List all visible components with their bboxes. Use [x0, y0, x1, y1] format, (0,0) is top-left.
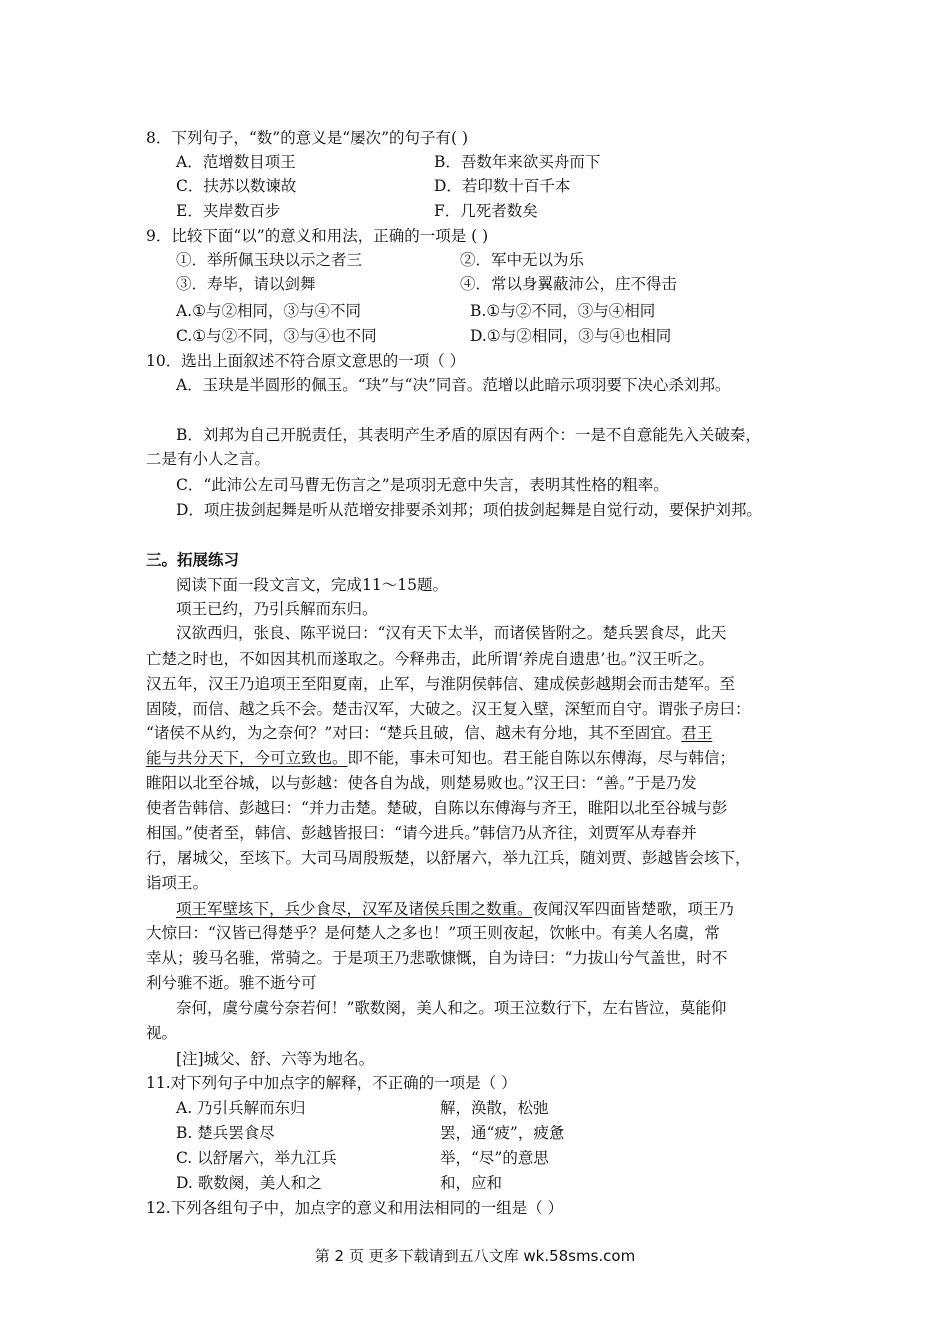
q11-item-d-explanation: 和，应和 — [440, 1174, 503, 1192]
q10-option-c: C．“此沛公左司马曹无伤言之”是项羽无意中失言，表明其性格的粗率。 — [176, 476, 669, 494]
q8-option-c: C．扶苏以数谏故 — [176, 177, 297, 195]
q8-option-f: F．几死者数矣 — [434, 202, 538, 220]
q10-option-b-line2: 二是有小人之言。 — [146, 450, 271, 468]
q8-option-b: B．吾数年来欲买舟而下 — [434, 153, 601, 171]
passage-p2-line6-text: 即不能，事未可知也。君王能自陈以东傅海，尽与韩信； — [347, 749, 736, 767]
passage-p3-line1 — [176, 898, 734, 920]
q11-item-b-sentence: B. 楚兵罢食尽 — [176, 1124, 275, 1142]
q11-item-a-explanation: 解，涣散，松弛 — [440, 1099, 549, 1117]
q12-stem: 12.下列各组句子中，加点字的意义和用法相同的一组是（ ） — [146, 1199, 564, 1217]
passage-p3-line3: 幸从；骏马名骓，常骑之。于是项王乃悲歌慷慨，自为诗曰：“力拔山兮气盖世，时不 — [146, 949, 728, 967]
passage-p2-line7: 睢阳以北至谷城，以与彭越：使各自为战，则楚易败也。”汉王曰：“善。”于是乃发 — [146, 774, 697, 792]
q11-item-c-explanation: 举，“尽”的意思 — [440, 1149, 549, 1167]
passage-p2-line9: 相国。”使者至，韩信、彭越皆报曰：“请今进兵。”韩信乃从齐往，刘贾军从寿春并 — [146, 824, 697, 842]
passage-p3-line1-text: 夜闻汉军四面皆楚歌，项王乃 — [532, 900, 735, 918]
passage-p2-line5 — [146, 722, 712, 744]
q11-stem: 11.对下列句子中加点字的解释，不正确的一项是（ ） — [146, 1074, 517, 1092]
q11-item-c-sentence: C. 以舒屠六，举九江兵 — [176, 1149, 337, 1167]
passage-p2-line2: 亡楚之时也，不如因其机而遂取之。今释弗击，此所谓‘养虎自遗患’也。”汉王听之。 — [146, 650, 715, 668]
q8-stem: 8．下列句子，“数”的意义是“屡次”的句子有( ) — [146, 129, 469, 147]
passage-p2-line1: 汉欲西归，张良、陈平说曰：“汉有天下太半，而诸侯皆附之。楚兵罢食尽，此天 — [176, 624, 727, 642]
q9-sentence-4: ④．常以身翼蔽沛公，庄不得击 — [460, 275, 678, 293]
passage-underlined-1a: 君王 — [681, 724, 713, 742]
q8-option-d: D．若印数十百千本 — [434, 177, 571, 195]
q9-stem: 9．比较下面“以”的意义和用法，正确的一项是 ( ) — [146, 227, 489, 245]
q11-item-b-explanation: 罢，通“疲”，疲惫 — [440, 1124, 565, 1142]
page-footer: 第 2 页 更多下载请到五八文库 wk.58sms.com — [314, 1247, 636, 1265]
q9-option-a: A.①与②相同，③与④不同 — [176, 302, 362, 320]
q9-option-c: C.①与②不同，③与④也不同 — [176, 327, 377, 345]
q11-item-d-sentence: D. 歌数阕，美人和之 — [176, 1174, 322, 1192]
q9-option-d: D.①与②相同，③与④也相同 — [470, 327, 672, 345]
q10-option-d: D．项庄拔剑起舞是听从范增安排要杀刘邦；项伯拔剑起舞是自觉行动，要保护刘邦。 — [176, 501, 762, 519]
passage-p2-line10: 行，屠城父，至垓下。大司马周殷叛楚，以舒屠六，举九江兵，随刘贾、彭越皆会垓下， — [146, 849, 751, 867]
q9-sentence-2: ②．军中无以为乐 — [460, 251, 585, 269]
passage-p1: 项王已约，乃引兵解而东归。 — [176, 600, 378, 618]
passage-note: [注]城父、舒、六等为地名。 — [176, 1050, 375, 1068]
q10-stem: 10．选出上面叙述不符合原文意思的一项（ ） — [146, 352, 466, 370]
passage-underlined-2: 项王军壁垓下，兵少食尽，汉军及诸侯兵围之数重。 — [176, 900, 533, 918]
passage-p2-line5-text: “诸侯不从约，为之奈何？”对曰：“楚兵且破，信、越未有分地，其不至固宜。 — [146, 724, 682, 742]
passage-p2-line11: 诣项王。 — [146, 874, 209, 892]
passage-p2-line4: 固陵，而信、越之兵不会。楚击汉军，大破之。汉王复入壁，深堑而自守。谓张子房曰： — [146, 700, 751, 718]
passage-p3-line6: 视。 — [146, 1024, 178, 1042]
passage-p2-line8: 使者告韩信、彭越曰：“并力击楚。楚破，自陈以东傅海与齐王，睢阳以北至谷城与彭 — [146, 799, 728, 817]
section3-title: 三。拓展练习 — [146, 550, 240, 569]
passage-underlined-1b: 能与共分天下，今可立致也。 — [146, 749, 348, 767]
q9-option-b: B.①与②不同，③与④相同 — [470, 302, 656, 320]
passage-p3-line5: 奈何，虞兮虞兮奈若何！”歌数阕，美人和之。项王泣数行下，左右皆泣，莫能仰 — [176, 999, 727, 1017]
passage-p2-line6 — [146, 747, 735, 769]
q10-option-a: A．玉玦是半圆形的佩玉。“玦”与“决”同音。范增以此暗示项羽要下决心杀刘邦。 — [176, 376, 731, 394]
q9-sentence-1: ①．举所佩玉玦以示之者三 — [176, 251, 363, 269]
passage-p3-line4: 利兮骓不逝。骓不逝兮可 — [146, 974, 317, 992]
section3-intro: 阅读下面一段文言文，完成11～15题。 — [176, 576, 448, 594]
q11-item-a-sentence: A. 乃引兵解而东归 — [176, 1099, 306, 1117]
passage-p2-line3: 汉五年，汉王乃追项王至阳夏南，止军，与淮阴侯韩信、建成侯彭越期会而击楚军。至 — [146, 675, 736, 693]
q8-option-a: A．范增数目项王 — [176, 153, 296, 171]
q9-sentence-3: ③．寿毕，请以剑舞 — [176, 275, 316, 293]
passage-p3-line2: 大惊曰：“汉皆已得楚乎？是何楚人之多也！”项王则夜起，饮帐中。有美人名虞，常 — [146, 924, 720, 942]
q8-option-e: E．夹岸数百步 — [176, 202, 281, 220]
q10-option-b-line1: B．刘邦为自己开脱责任，其表明产生矛盾的原因有两个：一是不自意能先入关破秦， — [176, 426, 761, 444]
